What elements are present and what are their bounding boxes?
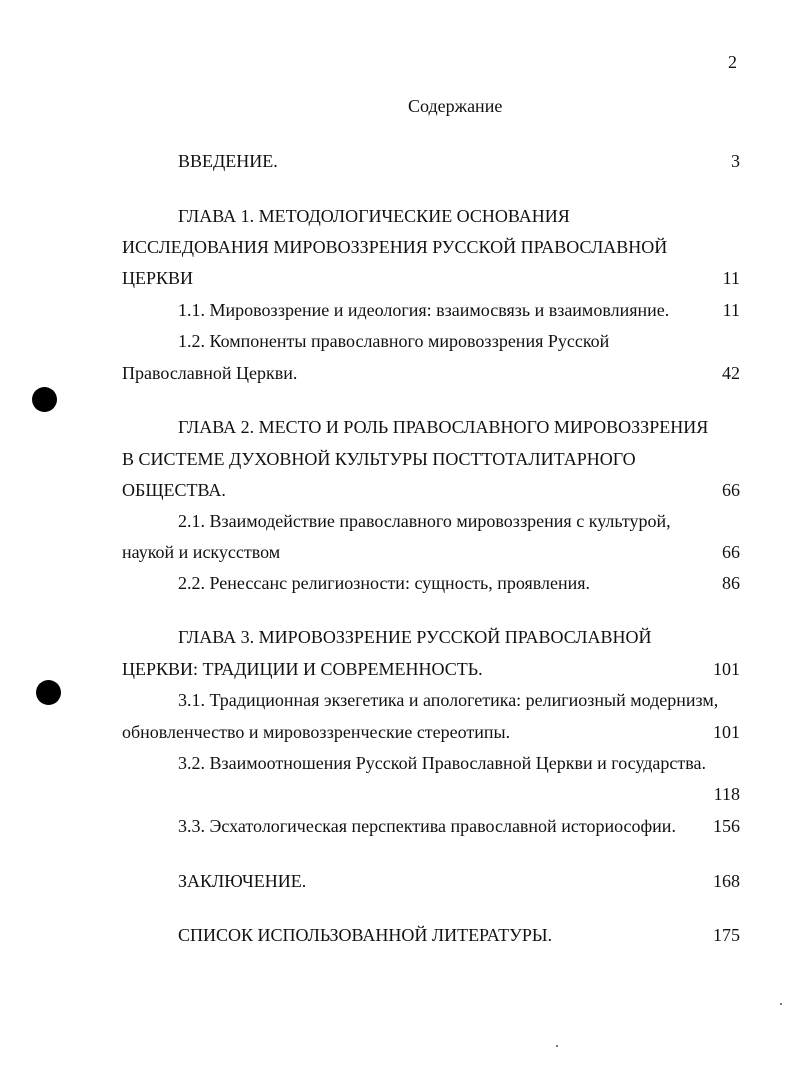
toc-intro-label: ВВЕДЕНИЕ. [178, 151, 278, 171]
toc-chapter3-line2: ЦЕРКВИ: ТРАДИЦИИ И СОВРЕМЕННОСТЬ. [122, 659, 483, 679]
toc-chapter2-page: 66 [722, 480, 740, 500]
toc-section-1-2-line2: Православной Церкви. [122, 363, 298, 383]
toc-section-1-2-line1: 1.2. Компоненты православного мировоззрения Русской [178, 331, 610, 351]
toc-chapter1-line3: ЦЕРКВИ [122, 268, 194, 288]
punch-hole-top [32, 387, 57, 412]
toc-section-3-3: 3.3. Эсхатологическая перспектива православной историософии. [178, 816, 676, 836]
toc-chapter1-line2: ИССЛЕДОВАНИЯ МИРОВОЗЗРЕНИЯ РУССКОЙ ПРАВОСЛАВНОЙ [122, 237, 668, 257]
page-title: Содержание [408, 96, 503, 116]
toc-bibliography-label: СПИСОК ИСПОЛЬЗОВАННОЙ ЛИТЕРАТУРЫ. [178, 925, 553, 945]
toc-section-2-1-line1: 2.1. Взаимодействие православного мировоззрения с культурой, [178, 511, 671, 531]
toc-section-2-1-line2: наукой и искусством [122, 542, 281, 562]
toc-section-1-1-page: 11 [722, 300, 740, 320]
toc-section-3-1-line2: обновленчество и мировоззренческие стереотипы. [122, 722, 511, 742]
toc-section-3-2: 3.2. Взаимоотношения Русской Православной Церкви и государства. [178, 753, 707, 773]
toc-section-2-1-page: 66 [722, 542, 740, 562]
toc-section-2-2: 2.2. Ренессанс религиозности: сущность, проявления. [178, 573, 591, 593]
toc-section-2-2-page: 86 [722, 573, 740, 593]
toc-conclusion-page: 168 [713, 871, 740, 891]
toc-chapter2-line2: В СИСТЕМЕ ДУХОВНОЙ КУЛЬТУРЫ ПОСТТОТАЛИТАРНОГО [122, 449, 636, 469]
toc-chapter2-line3: ОБЩЕСТВА. [122, 480, 226, 500]
toc-chapter1-page: 11 [722, 268, 740, 288]
punch-hole-bottom [36, 680, 61, 705]
scan-speck [556, 1045, 558, 1047]
toc-section-3-1-line1: 3.1. Традиционная экзегетика и апологетика: религиозный модернизм, [178, 690, 719, 710]
toc-chapter3-line1: ГЛАВА 3. МИРОВОЗЗРЕНИЕ РУССКОЙ ПРАВОСЛАВНОЙ [178, 627, 652, 647]
toc-chapter2-line1: ГЛАВА 2. МЕСТО И РОЛЬ ПРАВОСЛАВНОГО МИРОВОЗЗРЕНИЯ [178, 417, 709, 437]
toc-section-3-2-page: 118 [713, 784, 740, 804]
toc-section-3-3-page: 156 [713, 816, 740, 836]
toc-section-1-1: 1.1. Мировоззрение и идеология: взаимосвязь и взаимовлияние. [178, 300, 670, 320]
scan-speck [780, 1003, 782, 1005]
toc-conclusion-label: ЗАКЛЮЧЕНИЕ. [178, 871, 307, 891]
toc-chapter3-page: 101 [713, 659, 740, 679]
toc-section-3-1-page: 101 [713, 722, 740, 742]
page-number: 2 [728, 52, 737, 72]
toc-bibliography-page: 175 [713, 925, 740, 945]
toc-chapter1-line1: ГЛАВА 1. МЕТОДОЛОГИЧЕСКИЕ ОСНОВАНИЯ [178, 206, 570, 226]
toc-section-1-2-page: 42 [722, 363, 740, 383]
toc-intro-page: 3 [731, 151, 740, 171]
